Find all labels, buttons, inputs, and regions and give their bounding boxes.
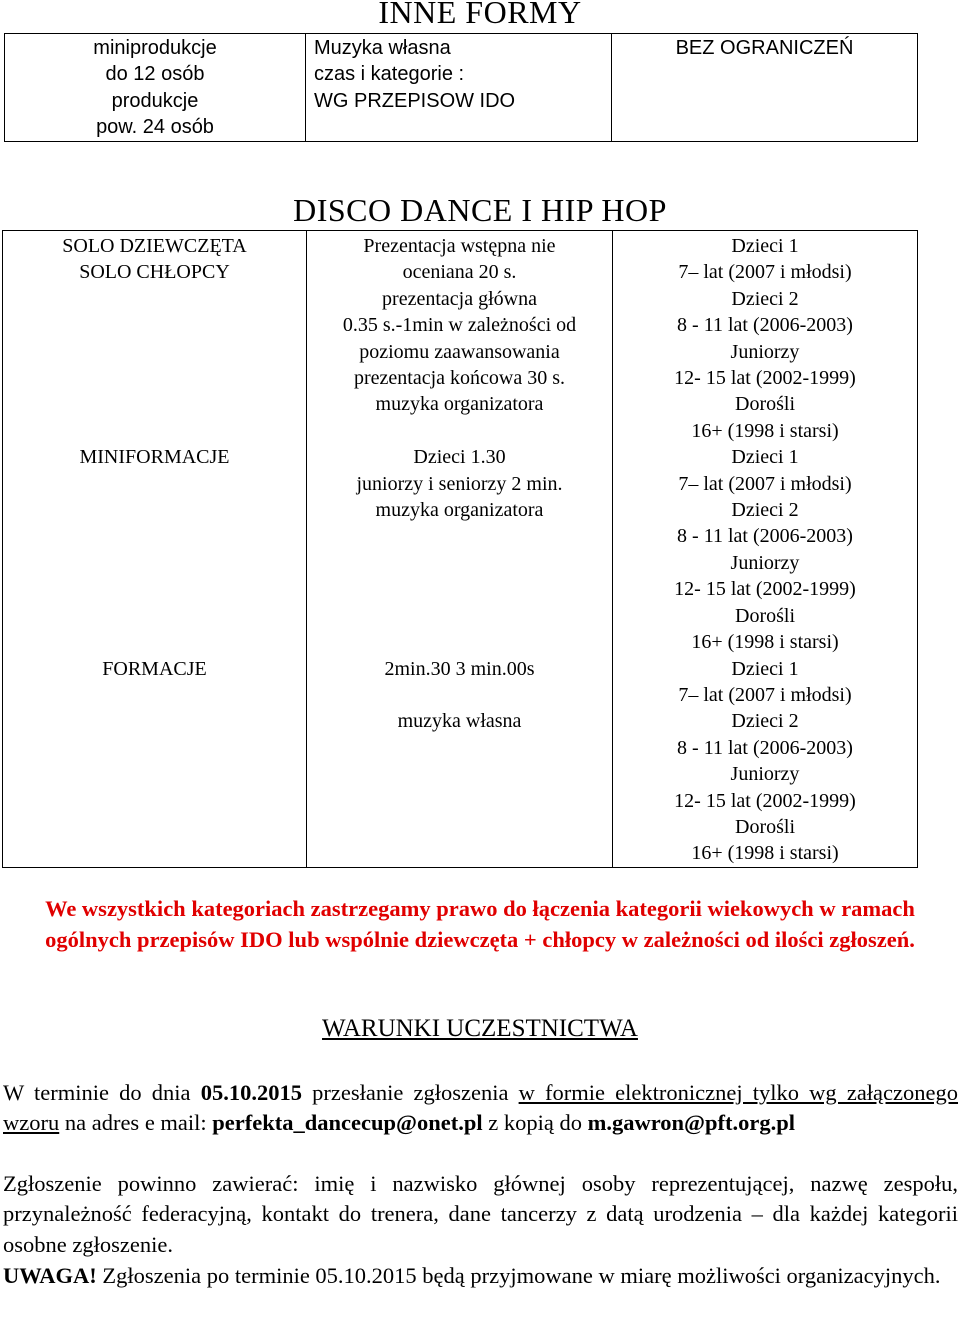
warunki-heading: WARUNKI UCZESTNICTWA	[322, 1015, 638, 1042]
category-formacje: FORMACJE	[102, 657, 207, 680]
submission-text: na adres e mail:	[59, 1110, 213, 1136]
category-cell	[3, 444, 307, 655]
category-cell	[3, 231, 307, 445]
category-cell	[3, 656, 307, 868]
disco-table	[2, 230, 918, 868]
disco-heading: DISCO DANCE I HIP HOP	[293, 192, 667, 228]
submission-text: z kopią do	[482, 1110, 588, 1136]
application-contents-paragraph: Zgłoszenie powinno zawierać: imię i nazwisko głównej osoby reprezentującej, nazwę zespołu, przynależność federacyjną, kontakt do trenera, dane tancerzy z datą urodzenia – dla każdej kategorii osobne zgłoszenie.	[3, 1171, 958, 1257]
form-template-link[interactable]: w formie elektronicznej tylko wg załączonego wzoru	[3, 1080, 959, 1136]
timing-miniformacje: Dzieci 1.30 juniorzy i seniorzy 2 min. muzyka organizatora	[356, 446, 563, 522]
music-formacje: muzyka własna	[397, 709, 522, 732]
copy-email-link[interactable]: m.gawron@pft.org.pl	[587, 1110, 795, 1136]
late-submission-text: Zgłoszenia po terminie 05.10.2015 będą przyjmowane w miarę możliwości organizacyjnych.	[96, 1263, 941, 1288]
table-row	[3, 444, 918, 655]
ages-miniformacje: Dzieci 1 7– lat (2007 i młodsi) Dzieci 2 8 - 11 lat (2006-2003) Juniorzy 12- 15 lat (2002-1999) Dorośli 16+ (1998 i starsi)	[674, 446, 856, 654]
ages-cell	[613, 444, 918, 655]
inne-formy-table	[4, 33, 918, 142]
timing-cell	[307, 444, 613, 655]
timing-formacje: 2min.30 3 min.00s	[384, 657, 535, 680]
ages-formacje: Dzieci 1 7– lat (2007 i młodsi) Dzieci 2 8 - 11 lat (2006-2003) Juniorzy 12- 15 lat (2002-1999) Dorośli 16+ (1998 i starsi)	[674, 657, 856, 865]
late-submission-paragraph	[3, 1261, 958, 1291]
age-merge-notice: We wszystkich kategoriach zastrzegamy prawo do łączenia kategorii wiekowych w ramach ogólnych przepisów IDO lub wspólnie dziewczęta + chłopcy w zależności od ilości zgłoszeń.	[45, 896, 915, 952]
inne-limit-cell	[612, 34, 918, 142]
category-miniformacje: MINIFORMACJE	[79, 446, 230, 469]
submission-paragraph	[3, 1078, 958, 1139]
timing-solo: Prezentacja wstępna nie oceniana 20 s. prezentacja główna 0.35 s.-1min w zależności od poziomu zaawansowania prezentacja końcowa 30 s. muzyka organizatora	[342, 235, 577, 416]
table-row	[3, 656, 918, 868]
inne-category-cell	[5, 34, 306, 142]
inne-category-text: miniprodukcje do 12 osób produkcje pow. 24 osób	[93, 37, 217, 139]
ages-solo: Dzieci 1 7– lat (2007 i młodsi) Dzieci 2 8 - 11 lat (2006-2003) Juniorzy 12- 15 lat (2002-1999) Dorośli 16+ (1998 i starsi)	[674, 235, 856, 442]
inne-formy-heading: INNE FORMY	[378, 0, 582, 30]
submission-text: W terminie do dnia	[3, 1080, 201, 1105]
inne-rules-text: Muzyka własna czas i kategorie : WG PRZEPISOW IDO	[314, 37, 516, 112]
table-row	[3, 231, 918, 445]
timing-cell	[307, 231, 613, 445]
inne-rules-cell	[306, 34, 612, 142]
inne-limit-text: BEZ OGRANICZEŃ	[675, 37, 854, 59]
category-solo: SOLO DZIEWCZĘTA SOLO CHŁOPCY	[62, 235, 247, 284]
warning-label: UWAGA!	[3, 1263, 97, 1288]
email-link[interactable]: perfekta_dancecup@onet.pl	[212, 1110, 483, 1136]
submission-text: przesłanie zgłoszenia	[301, 1080, 519, 1105]
ages-cell	[613, 231, 918, 445]
deadline-date: 05.10.2015	[200, 1080, 302, 1105]
ages-cell	[613, 656, 918, 868]
timing-cell	[307, 656, 613, 868]
